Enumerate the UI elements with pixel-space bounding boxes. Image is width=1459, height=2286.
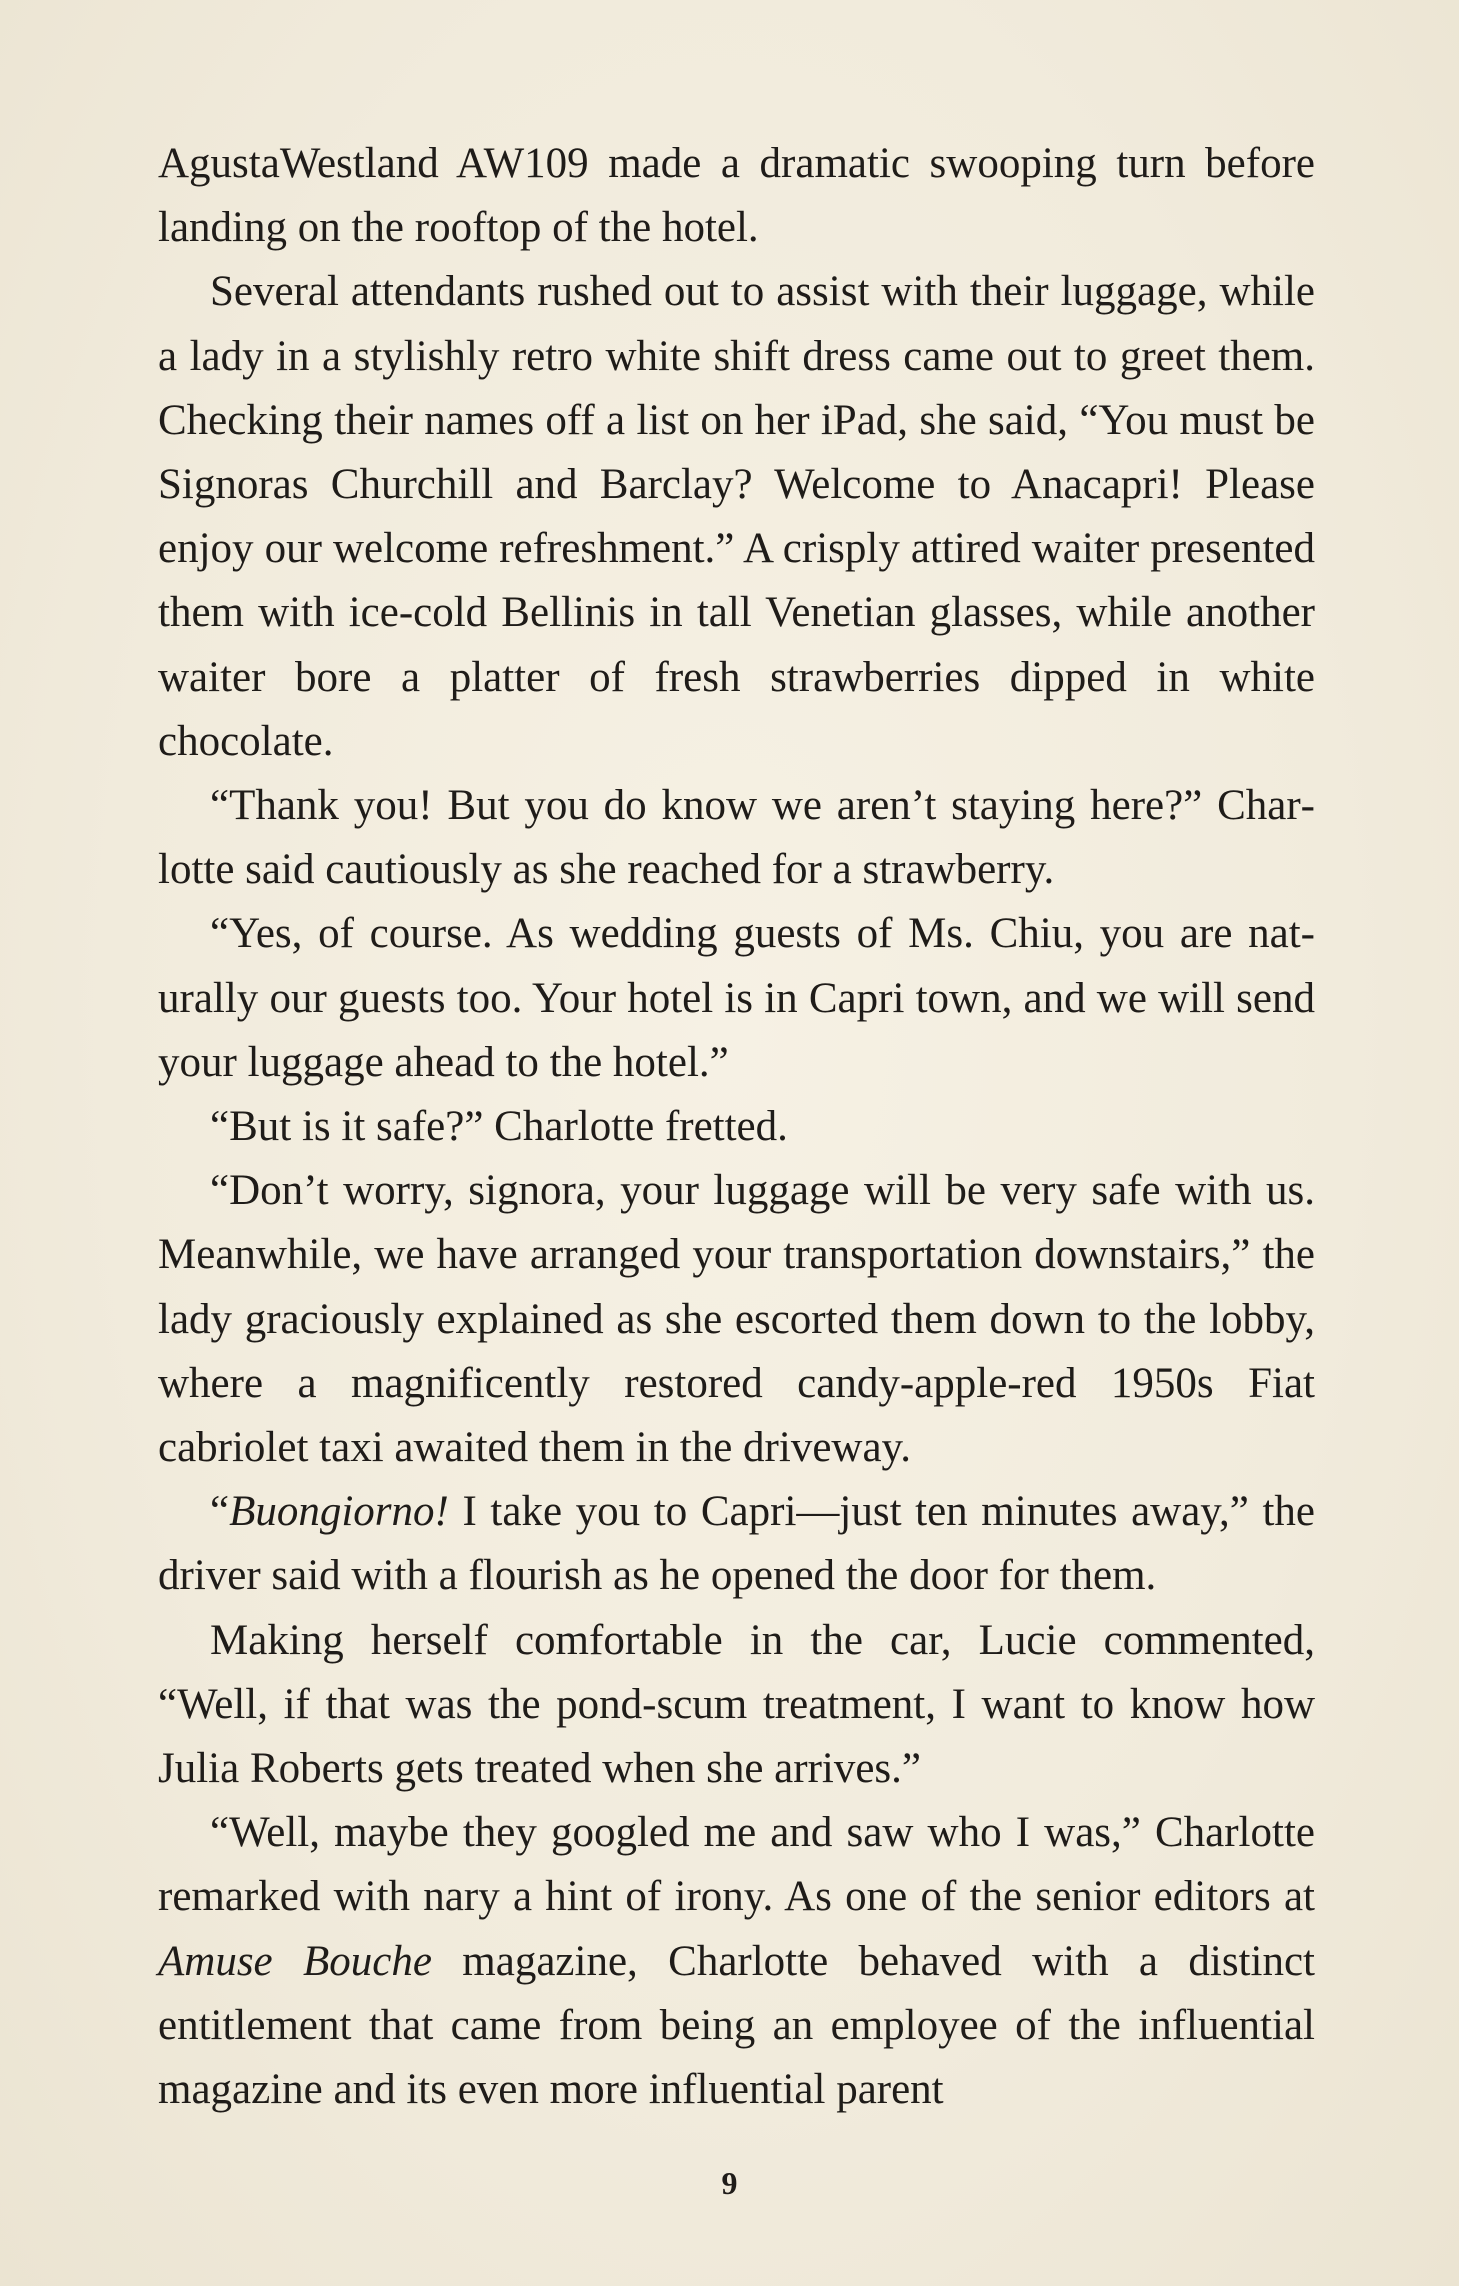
paragraph-text: I take you to Capri—just ten minutes away,” the driver said with a flourish as he opened the door for them. bbox=[158, 1488, 1315, 1600]
paragraph-text: AgustaWestland AW109 made a dramatic swooping turn before landing on the rooftop of the hotel. bbox=[158, 140, 1315, 252]
paragraph-text: “Well, maybe they googled me and saw who I was,” Charlotte remarked with nary a hint of irony. As one of the senior editors at bbox=[158, 1809, 1315, 1921]
paragraph-4 bbox=[158, 902, 1315, 1095]
paragraph-text: “Don’t worry, signora, your luggage will be very safe with us. Meanwhile, we have arranged your transportation downstairs,” the lady graciously explained as she escorted them down to the lobby, where a magnificently restored candy-apple-red 1950s Fiat cabriolet taxi awaited them in the driveway. bbox=[158, 1167, 1315, 1472]
magazine-title: Amuse Bouche bbox=[158, 1937, 432, 1985]
paragraph-text: Making herself comfortable in the car, Lucie commented, “Well, if that was the pond-scum treatment, I want to know how Julia Roberts gets treated when she arrives.” bbox=[158, 1616, 1315, 1793]
paragraph-text: “ bbox=[210, 1488, 230, 1536]
paragraph-text: “But is it safe?” Charlotte fretted. bbox=[210, 1103, 788, 1151]
paragraph-9 bbox=[158, 1801, 1315, 2122]
paragraph-2 bbox=[158, 260, 1315, 774]
paragraph-text: magazine, Charlotte behaved with a distinct entitlement that came from being an employee of the influential magazine and its even more influential parent bbox=[158, 1937, 1315, 2114]
paragraph-3 bbox=[158, 774, 1315, 902]
paragraph-text: “Thank you! But you do know we aren’t staying here?” Charlotte said cautiously as she reached for a strawberry. bbox=[158, 782, 1315, 894]
paragraph-6 bbox=[158, 1159, 1315, 1480]
paragraph-5 bbox=[158, 1095, 1315, 1159]
page-number: 9 bbox=[721, 2165, 738, 2201]
body-text bbox=[158, 132, 1315, 2122]
paragraph-8 bbox=[158, 1609, 1315, 1802]
paragraph-7 bbox=[158, 1480, 1315, 1608]
paragraph-text: Several attendants rushed out to assist with their luggage, while a lady in a stylishly retro white shift dress came out to greet them. Checking their names off a list on her iPad, she said, “You must be Signoras Churchill and Barclay? Welcome to Anacapri! Please enjoy our welcome refreshment.” A crisply attired waiter presented them with ice-cold Bellinis in tall Venetian glasses, while another waiter bore a platter of fresh strawberries dipped in white chocolate. bbox=[158, 268, 1315, 765]
paragraph-1 bbox=[158, 132, 1315, 260]
paragraph-text: “Yes, of course. As wedding guests of Ms. Chiu, you are naturally our guests too. Your hotel is in Capri town, and we will send your luggage ahead to the hotel.” bbox=[158, 910, 1315, 1086]
italic-phrase: Buongiorno! bbox=[229, 1488, 449, 1536]
